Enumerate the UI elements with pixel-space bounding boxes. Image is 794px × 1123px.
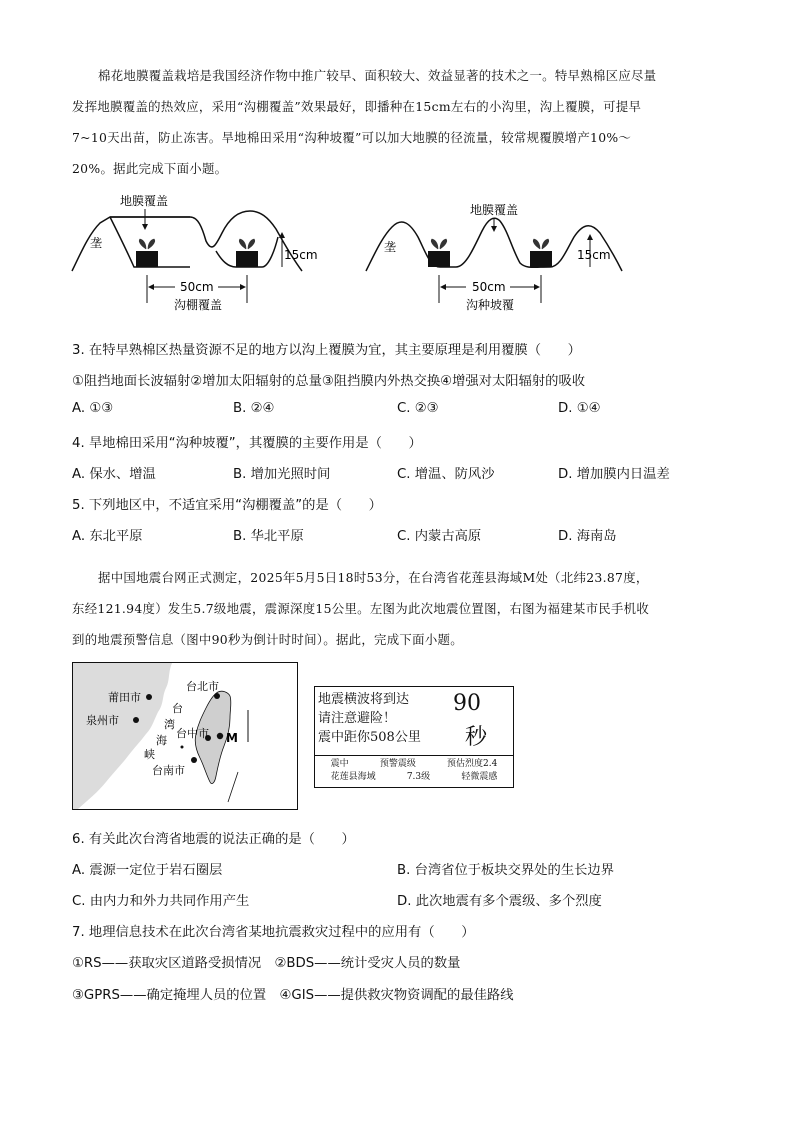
seedling-icon — [239, 239, 255, 249]
intro-paragraph-2 — [72, 562, 724, 655]
ditch-shed-diagram — [72, 193, 318, 312]
seedling-icon — [533, 239, 549, 249]
q6-option-d[interactable]: D. 此次地震有多个震级、多个烈度 — [397, 894, 602, 909]
alert-value-magnitude: 7.3级 — [406, 772, 431, 782]
alert-value-epicenter: 花莲县海域 — [330, 772, 376, 782]
caption-right: 沟种坡覆 — [466, 298, 515, 312]
depth-label-left: 15cm — [284, 248, 318, 262]
alert-info-table — [315, 758, 513, 784]
q3-option-a[interactable]: A. ①③ — [72, 401, 114, 416]
intro2-line-1: 据中国地震台网正式测定，2025年5月5日18时53分，在台湾省花莲县海域M处（北纬23.87度， — [98, 570, 649, 585]
caption-left: 沟棚覆盖 — [174, 298, 223, 312]
strait-char-1: 台 — [172, 702, 183, 715]
strait-char-2: 湾 — [164, 718, 175, 731]
ditch-slope-diagram — [366, 202, 622, 312]
strait-char-4: 峡 — [144, 748, 155, 761]
q6-stem: 6. 有关此次台湾省地震的说法正确的是（ ） — [72, 832, 355, 847]
seedling-icon — [139, 239, 155, 249]
depth-label-right: 15cm — [577, 248, 611, 262]
q5-stem: 5. 下列地区中，不适宜采用“沟棚覆盖”的是（ ） — [72, 498, 382, 513]
city-dot-putian — [146, 694, 152, 700]
q7-statements-1: ①RS——获取灾区道路受损情况 ②BDS——统计受灾人员的数量 — [72, 956, 461, 971]
q3-option-c[interactable]: C. ②③ — [397, 401, 439, 416]
q6-option-c[interactable]: C. 由内力和外力共同作用产生 — [72, 894, 250, 909]
intro1-line-3: 7~10天出苗，防止冻害。旱地棉田采用“沟种坡覆”可以加大地膜的径流量，较常规覆膜增产10%～ — [72, 130, 632, 145]
city-dot-taipei — [214, 693, 220, 699]
q3-option-d[interactable]: D. ①④ — [558, 401, 601, 416]
alert-header-magnitude: 预警震级 — [379, 759, 416, 769]
alert-countdown-unit: 秒 — [465, 725, 488, 750]
q4-option-d[interactable]: D. 增加膜内日温差 — [558, 467, 670, 482]
seedbed-block — [530, 251, 552, 267]
width-label-left: 50cm — [180, 280, 214, 294]
width-label-right: 50cm — [472, 280, 506, 294]
city-label-tainan: 台南市 — [152, 764, 185, 777]
earthquake-location-map — [72, 662, 298, 810]
ridge-profile-left — [72, 211, 302, 271]
q5-option-c[interactable]: C. 内蒙古高原 — [397, 529, 482, 544]
alert-message — [318, 690, 421, 747]
ridge-label-left: 垄 — [90, 236, 103, 250]
city-dot-tainan — [191, 757, 197, 763]
q6-option-a[interactable]: A. 震源一定位于岩石圈层 — [72, 863, 223, 878]
seedbed-block — [136, 251, 158, 267]
seedling-icon — [431, 239, 447, 249]
alert-info-values — [315, 771, 513, 784]
intro1-line-4: 20%。据此完成下面小题。 — [72, 161, 228, 176]
film-label-right: 地膜覆盖 — [470, 203, 519, 217]
alert-header-intensity: 预估烈度2.4 — [447, 759, 498, 769]
intro2-line-2: 东经121.94度）发生5.7级地震，震源深度15公里。左图为此次地震位置图，右图为福建某市民手机收 — [72, 601, 650, 616]
city-label-quanzhou: 泉州市 — [86, 714, 119, 727]
intro1-line-1: 棉花地膜覆盖栽培是我国经济作物中推广较早、面积较大、效益显著的技术之一。特早熟棉区应尽量 — [98, 68, 657, 83]
alert-header-epicenter: 震中 — [330, 759, 349, 769]
q6-option-b[interactable]: B. 台湾省位于板块交界处的生长边界 — [397, 863, 615, 878]
alert-info-headers — [315, 758, 513, 771]
islet-dot — [181, 746, 184, 749]
ridge-label-right: 垄 — [384, 240, 397, 254]
q5-option-a[interactable]: A. 东北平原 — [72, 529, 143, 544]
seedbed-block — [236, 251, 258, 267]
film-covering-diagram — [0, 193, 794, 323]
q4-option-c[interactable]: C. 增温、防风沙 — [397, 467, 495, 482]
alert-line-3: 震中距你508公里 — [318, 730, 421, 745]
q7-stem: 7. 地理信息技术在此次台湾省某地抗震救灾过程中的应用有（ ） — [72, 925, 475, 940]
q4-option-b[interactable]: B. 增加光照时间 — [233, 467, 331, 482]
alert-line-1: 地震横波将到达 — [318, 692, 410, 707]
strait-char-3: 海 — [156, 734, 167, 747]
intro2-line-3: 到的地震预警信息（图中90秒为倒计时时间）。据此，完成下面小题。 — [72, 632, 463, 647]
q5-option-b[interactable]: B. 华北平原 — [233, 529, 304, 544]
alert-countdown: 90 — [453, 691, 481, 716]
intro1-line-2: 发挥地膜覆盖的热效应，采用“沟棚覆盖”效果最好，即播种在15cm左右的小沟里，沟上覆膜，可提早 — [72, 99, 642, 114]
alert-value-intensity: 轻微震感 — [461, 772, 498, 782]
epicenter-dot — [217, 733, 223, 739]
city-label-taipei: 台北市 — [186, 680, 219, 693]
q4-option-a[interactable]: A. 保水、增温 — [72, 467, 156, 482]
q3-option-b[interactable]: B. ②④ — [233, 401, 275, 416]
city-label-taichung: 台中市 — [176, 727, 209, 740]
q4-stem: 4. 旱地棉田采用“沟种坡覆”，其覆膜的主要作用是（ ） — [72, 436, 422, 451]
q3-statements: ①阻挡地面长波辐射②增加太阳辐射的总量③阻挡膜内外热交换④增强对太阳辐射的吸收 — [72, 374, 586, 389]
earthquake-alert-panel — [314, 686, 514, 788]
city-label-putian: 莆田市 — [108, 691, 141, 704]
alert-line-2: 请注意避险！ — [318, 711, 397, 726]
q7-statements-2: ③GPRS——确定掩埋人员的位置 ④GIS——提供救灾物资调配的最佳路线 — [72, 988, 514, 1003]
q3-stem: 3. 在特早熟棉区热量资源不足的地方以沟上覆膜为宜，其主要原理是利用覆膜（ ） — [72, 343, 581, 358]
intro-paragraph-1 — [72, 60, 724, 184]
epicenter-label: M — [226, 731, 238, 745]
q5-option-d[interactable]: D. 海南岛 — [558, 529, 617, 544]
city-dot-quanzhou — [133, 717, 139, 723]
seedbed-block — [428, 251, 450, 267]
alert-divider — [315, 755, 513, 756]
film-label-left: 地膜覆盖 — [120, 194, 169, 208]
